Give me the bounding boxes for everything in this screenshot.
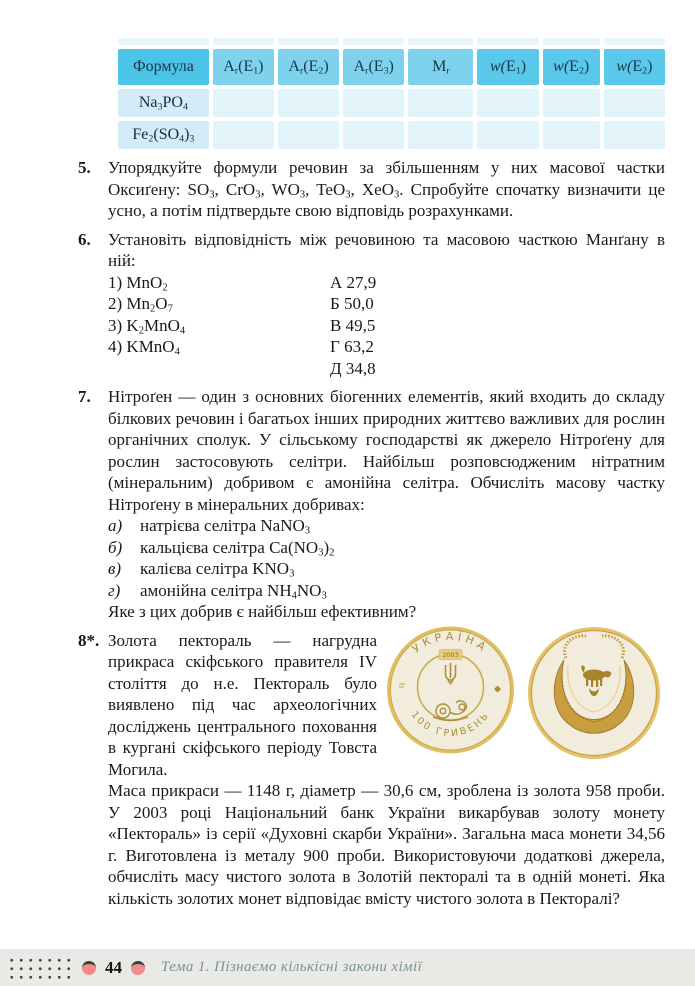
- table-header-w-e2b: $w(E_2)$: [604, 49, 665, 85]
- table-cutoff-cell: [543, 38, 600, 45]
- substance-option: 1) MnO$_2$: [108, 272, 168, 294]
- answer-option: А 27,9: [330, 272, 377, 292]
- exercise-number: 7.: [78, 387, 91, 406]
- answer-option: В 49,5: [330, 315, 376, 335]
- empty-value-cell: [477, 89, 538, 117]
- exercise-body: [108, 630, 665, 910]
- substance-option: 2) $Mn_2O_7$: [108, 294, 173, 315]
- berry-icon: [82, 961, 96, 975]
- table-header-ar-e1: $A_r(E_1)$: [213, 49, 274, 85]
- empty-value-cell: [278, 121, 339, 149]
- table-cutoff-cell: [343, 38, 404, 45]
- item-marker: а): [108, 516, 123, 535]
- empty-value-cell: [543, 89, 600, 117]
- item-text: калієва селітра $KNO_3$: [140, 559, 295, 580]
- exercise-body: [108, 386, 665, 623]
- formula-cell: $Fe_2(SO_4)_3$: [118, 121, 209, 149]
- coin-reverse-image: [524, 624, 664, 766]
- page-number: 44: [105, 957, 122, 977]
- empty-value-cell: [604, 121, 665, 149]
- formula-cell: $Na_3PO_4$: [118, 89, 209, 117]
- text-and-coins: [108, 630, 665, 781]
- exercise-5: [78, 157, 665, 222]
- mass-fraction-table: [118, 38, 665, 149]
- page-footer: [0, 949, 695, 986]
- table-cutoff-cell: [477, 38, 538, 45]
- berry-icon: [131, 961, 145, 975]
- exercise-number: 8*.: [78, 630, 100, 650]
- chapter-theme-label: Тема 1. Пізнаємо кількісні закони хімії: [161, 959, 423, 975]
- exercise-body: [108, 229, 665, 380]
- item-marker: г): [108, 580, 121, 600]
- exercise-question: Яке з цих добрив є найбільш ефективним?: [108, 602, 417, 621]
- table-header-formula: Формула: [118, 49, 209, 85]
- fertilizer-item-v: [108, 558, 665, 580]
- empty-value-cell: [343, 89, 404, 117]
- answer-option: Д 34,8: [330, 358, 376, 378]
- table-header-row: [118, 49, 665, 85]
- empty-value-cell: [343, 121, 404, 149]
- exercise-number: 5.: [78, 158, 91, 177]
- footer-dots-ornament: [4, 953, 74, 983]
- answer-option: Б 50,0: [330, 294, 374, 313]
- item-text: натрієва селітра NaNO$_3$: [140, 516, 311, 537]
- answer-option: Г 63,2: [330, 337, 374, 356]
- exercise-number: 6.: [78, 229, 91, 249]
- substance-option: 4) KMnO$_4$: [108, 337, 180, 358]
- exercise-intro: Установіть відповідність між речовиною та масовою часткою Манґану в ній:: [108, 229, 665, 270]
- fertilizer-item-b: [108, 537, 665, 559]
- empty-value-cell: [278, 89, 339, 117]
- coin-photos: [385, 624, 665, 781]
- substance-option: 3) $K_2MnO_4$: [108, 315, 186, 337]
- exercise-6: [78, 229, 665, 380]
- empty-value-cell: [408, 89, 473, 117]
- exercise-8: [78, 630, 665, 910]
- table-cutoff-cell: [118, 38, 209, 45]
- empty-value-cell: [604, 89, 665, 117]
- empty-value-cell: [213, 121, 274, 149]
- exercise-text: Нітроґен — один з основних біогенних елементів, який входить до складу білкових речовин і багатьох інших природних життєво важливих для рослин органічних сполук. У сільському господарстві як джерело Нітроґену для рослин застосовують селітри. Найбільш розповсюдженим нітратним (мінеральним) добривом є амонійна селітра. Обчисліть масову частку Нітроґену в мінеральних добривах:: [108, 387, 665, 514]
- empty-value-cell: [477, 121, 538, 149]
- table-cutoff-cell: [213, 38, 274, 45]
- matching-substances: [108, 272, 330, 380]
- coin-denomination-text: 100 ГРИВЕНЬ: [408, 708, 493, 739]
- coin-year-text: 2003: [442, 650, 459, 659]
- table-header-ar-e3: $A_r(E_3)$: [343, 49, 404, 85]
- table-header-ar-e2: $A_r(E_2)$: [278, 49, 339, 85]
- empty-value-cell: [543, 121, 600, 149]
- table-cutoff-row: [118, 38, 665, 45]
- table-cutoff-cell: [604, 38, 665, 45]
- table-cutoff-cell: [408, 38, 473, 45]
- item-marker: в): [108, 559, 122, 578]
- exercise-text-full: Маса прикраси — 1148 г, діаметр — 30,6 см, зроблена із золота 958 проби. У 2003 році Національний банк України викарбував золоту монету «Пектораль» із серії «Духовні скарби України». Загальна маса монети 34,56 г. Виготовлена із металу 900 проби. Використовуючи додаткові джерела, обчисліть масу чистого золота в Золотій пекторалі та в одній монеті. Яка кількість золотих монет відповідає вмісту чистого золота в Пекторалі?: [108, 781, 665, 908]
- table-header-w-e2: $w(E_2)$: [543, 49, 600, 85]
- exercise-7: [78, 386, 665, 623]
- matching-answers: [330, 272, 665, 380]
- fertilizer-item-a: [108, 515, 665, 537]
- table-header-w-e1: $w(E_1)$: [477, 49, 538, 85]
- table-header-mr: $M_r$: [408, 49, 473, 85]
- table-cutoff-cell: [278, 38, 339, 45]
- table-row-na3po4: [118, 89, 665, 117]
- item-text: кальцієва селітра $Ca(NO_3)_2$: [140, 537, 335, 559]
- table-row-fe2so43: [118, 121, 665, 149]
- empty-value-cell: [408, 121, 473, 149]
- item-text: амонійна селітра $NH_4NO_3$: [140, 580, 327, 602]
- coin-obverse-image: [385, 624, 516, 766]
- matching-columns: [108, 272, 665, 380]
- empty-value-cell: [213, 89, 274, 117]
- fertilizer-item-g: [108, 580, 665, 602]
- item-marker: б): [108, 537, 123, 557]
- exercise-text-narrow: Золота пектораль — нагрудна прикраса скіфського правителя IV століття до н.е. Пектораль було виявлено під час археологічних досліджень центрального поховання в кургані скіфського періоду Товста Могила.: [108, 630, 377, 779]
- exercise-text: Упорядкуйте формули речовин за збільшенням у них масової частки Оксиґену: $SO_3$, CrO$_3$, $WO_3$, TeO$_3$, XeO$_3$. Спробуйте спочатку визначити це усно, а потім підтвердьте свою відповідь розрахунками.: [108, 158, 666, 220]
- coin-country-text: УКРАЇНА: [409, 629, 492, 656]
